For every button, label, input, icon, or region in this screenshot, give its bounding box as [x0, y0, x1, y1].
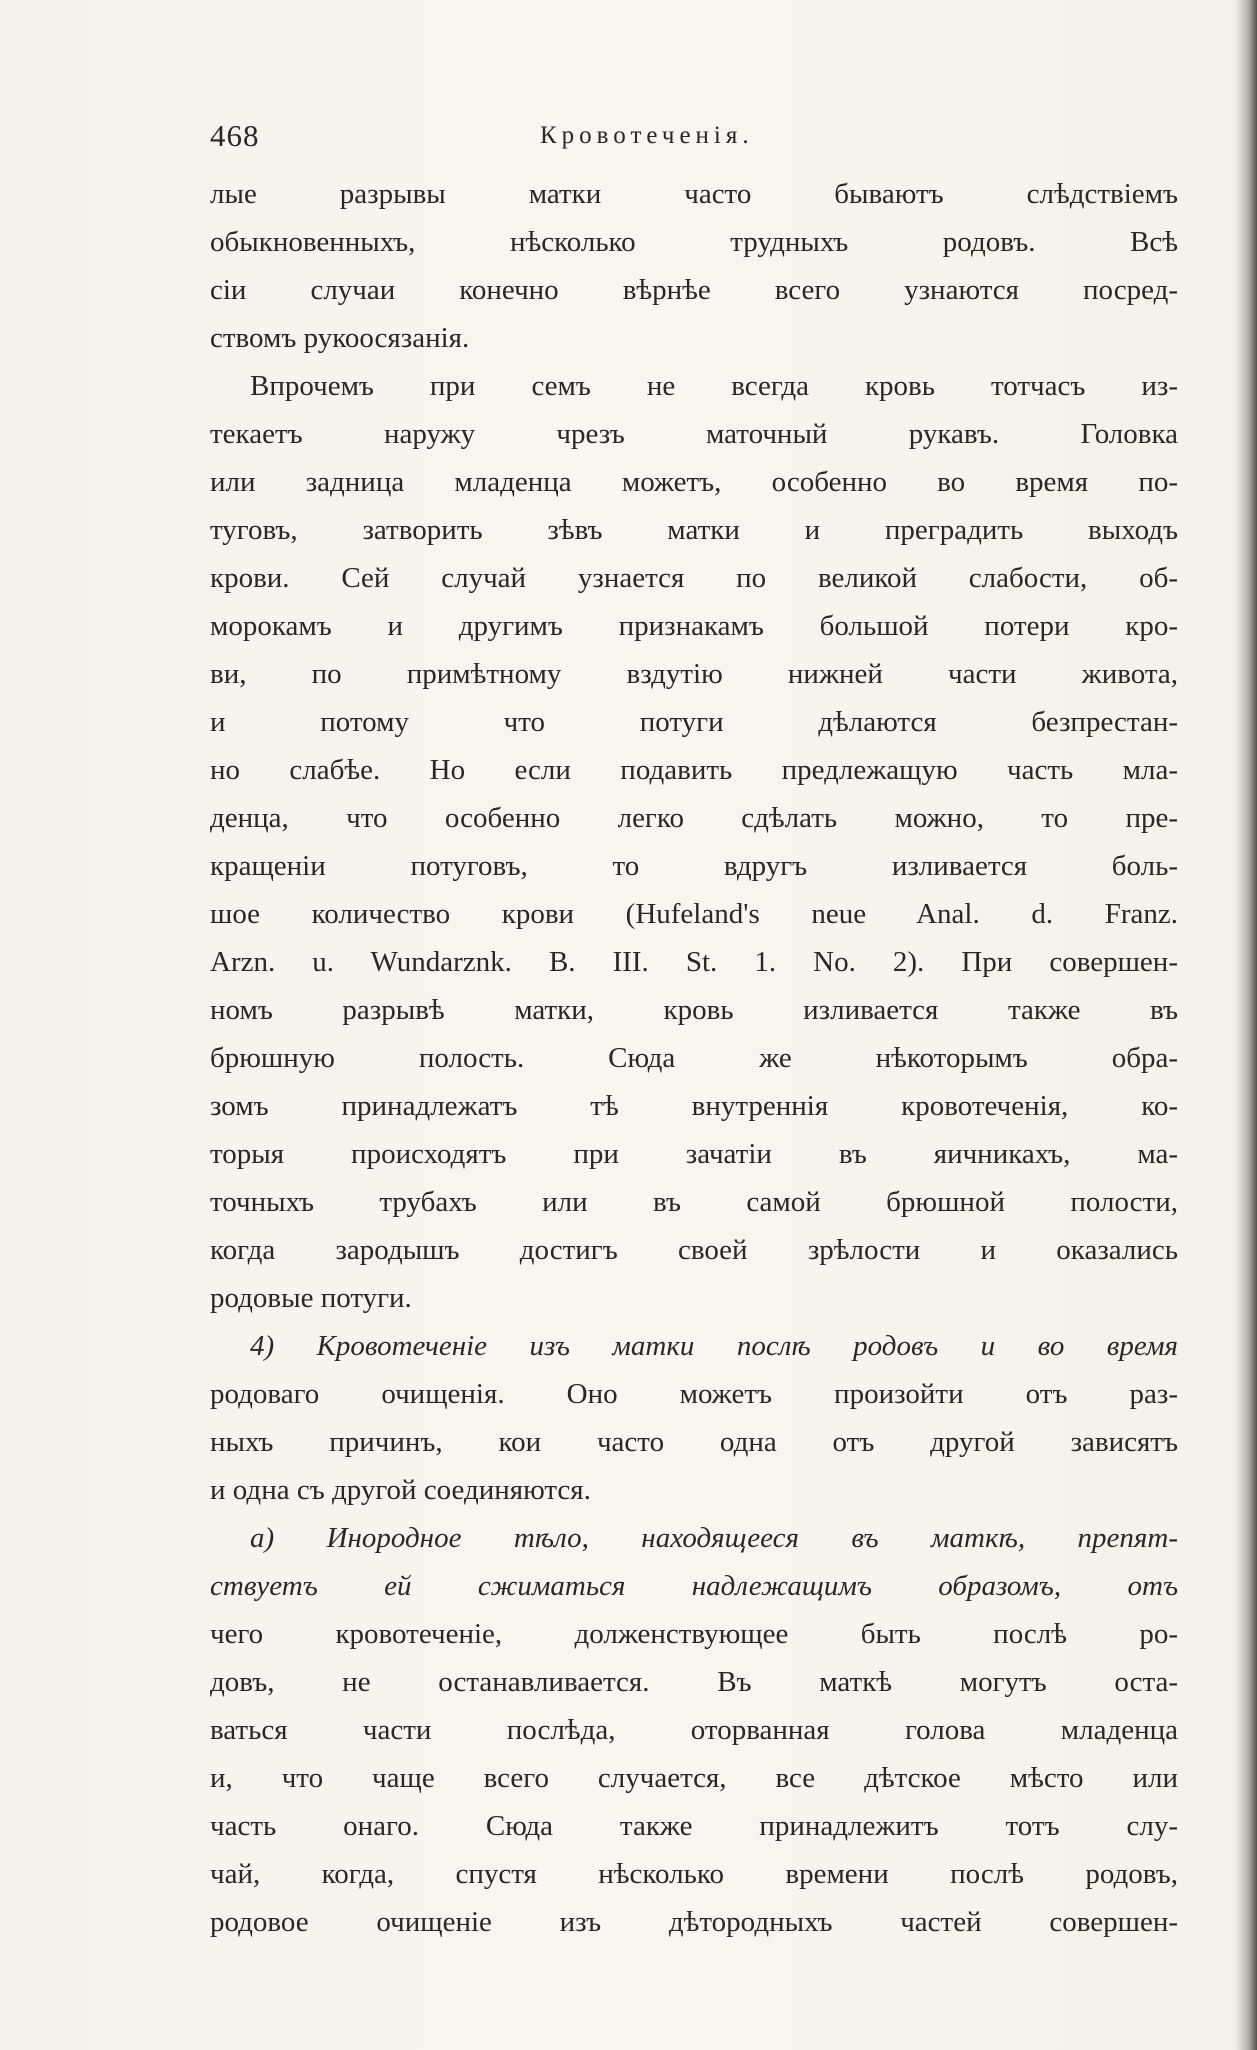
text-line: ви, по примѣтному вздутію нижней части живота,: [210, 658, 1178, 690]
text-line: довъ, не останавливается. Въ маткѣ могутъ оста-: [210, 1666, 1178, 1698]
text-line: ствомъ рукоосязанія.: [210, 322, 470, 354]
text-line: и, что чаще всего случается, все дѣтское мѣсто или: [210, 1762, 1178, 1794]
text-line: родовые потуги.: [210, 1282, 412, 1314]
text-line: 4) Кровотеченіе изъ матки послѣ родовъ и во время: [250, 1330, 1178, 1362]
text-line: точныхъ трубахъ или въ самой брюшной полости,: [210, 1186, 1178, 1218]
text-line: родоваго очищенія. Оно можетъ произойти отъ раз-: [210, 1378, 1178, 1410]
page-header: [210, 118, 1170, 158]
text-line: когда зародышъ достигъ своей зрѣлости и оказались: [210, 1234, 1178, 1266]
text-line: Arzn. u. Wundarznk. B. III. St. 1. No. 2). При совершен-: [210, 946, 1178, 978]
text-line: ныхъ причинъ, кои часто одна отъ другой зависятъ: [210, 1426, 1178, 1458]
page-number: 468: [210, 118, 260, 153]
text-line: и потому что потуги дѣлаются безпрестан-: [210, 706, 1178, 738]
text-line: или задница младенца можетъ, особенно во время по-: [210, 466, 1178, 498]
text-line: часть онаго. Сюда также принадлежитъ тотъ слу-: [210, 1810, 1178, 1842]
text-line: торыя происходятъ при зачатіи въ яичникахъ, ма-: [210, 1138, 1178, 1170]
text-line: ваться части послѣда, оторванная голова младенца: [210, 1714, 1178, 1746]
text-line: Впрочемъ при семъ не всегда кровь тотчасъ из-: [250, 370, 1178, 402]
text-line: крови. Сей случай узнается по великой слабости, об-: [210, 562, 1178, 594]
text-line: чего кровотеченіе, долженствующее быть послѣ ро-: [210, 1618, 1178, 1650]
text-line: ствуетъ ей сжиматься надлежащимъ образомъ, отъ: [210, 1570, 1178, 1602]
text-line: морокамъ и другимъ признакамъ большой потери кро-: [210, 610, 1178, 642]
text-line: текаетъ наружу чрезъ маточный рукавъ. Головка: [210, 418, 1178, 450]
text-line: но слабѣе. Но если подавить предлежащую часть мла-: [210, 754, 1178, 786]
text-line: зомъ принадлежатъ тѣ внутреннія кровотеченія, ко-: [210, 1090, 1178, 1122]
text-line: брюшную полость. Сюда же нѣкоторымъ обра-: [210, 1042, 1178, 1074]
text-line: туговъ, затворить зѣвъ матки и преградить выходъ: [210, 514, 1178, 546]
body-text: [210, 170, 1178, 1946]
running-head: Кровотеченія.: [540, 122, 754, 149]
text-line: обыкновенныхъ, нѣсколько трудныхъ родовъ. Всѣ: [210, 226, 1178, 258]
text-line: кращеніи потуговъ, то вдругъ изливается боль-: [210, 850, 1178, 882]
text-line: денца, что особенно легко сдѣлать можно, то пре-: [210, 802, 1178, 834]
text-line: чай, когда, спустя нѣсколько времени послѣ родовъ,: [210, 1858, 1178, 1890]
text-line: и одна съ другой соединяются.: [210, 1474, 591, 1506]
text-line: лые разрывы матки часто бываютъ слѣдствіемъ: [210, 178, 1178, 210]
text-line: номъ разрывѣ матки, кровь изливается также въ: [210, 994, 1178, 1026]
page-edge-shadow: [1235, 0, 1257, 2050]
text-line: шое количество крови (Hufeland's neue Anal. d. Franz.: [210, 898, 1178, 930]
text-line: сіи случаи конечно вѣрнѣе всего узнаются посред-: [210, 274, 1178, 306]
text-line: родовое очищеніе изъ дѣтородныхъ частей совершен-: [210, 1906, 1178, 1938]
text-line: а) Инородное тѣло, находящееся въ маткѣ, препят-: [250, 1522, 1178, 1554]
